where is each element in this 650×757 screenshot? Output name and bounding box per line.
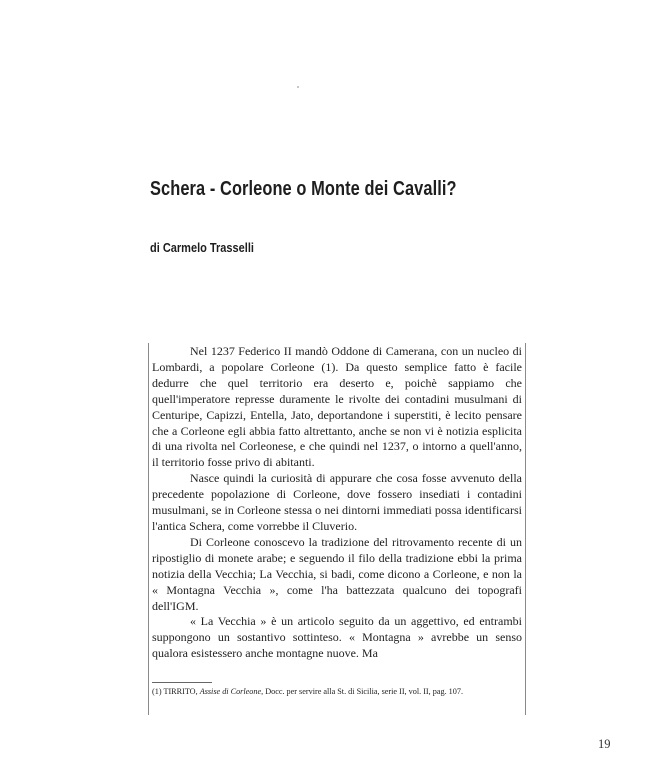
paragraph: « La Vecchia » è un articolo seguito da un aggettivo, ed entrambi suppongono un sostantivo sottinteso. « Montagna » avrebbe un senso qualora esistessero anche montagne nuove. Ma [152,614,522,661]
paragraph: Nel 1237 Federico II mandò Oddone di Camerana, con un nucleo di Lombardi, a popolare Corleone (1). Da questo semplice fatto è facile dedurre che quel territorio era deserto e, poichè sappiamo che quell'imperatore represse duramente le rivolte dei contadini musulmani di Centuripe, Capizzi, Entella, Jato, deportandone i superstiti, è lecito pensare che a Corleone egli abbia fatto altrettanto, anche se non vi è notizia esplicita di una rivolta nel Corleonese, e che quindi nel 1237, o intorno a quell'anno, il territorio fosse privo di abitanti. [152,344,522,470]
footnote-separator [152,682,212,683]
article-author: di Carmelo Trasselli [150,241,254,255]
right-margin-rule [525,343,526,715]
paragraph: Di Corleone conoscevo la tradizione del ritrovamento recente di un ripostiglio di monete arabe; e seguendo il filo della tradizione ebbi la prima notizia della Vecchia; La Vecchia, si badi, come dicono a Corleone, e non la « Montagna Vecchia », come l'ha battezzata qualcuno dei topografi dell'IGM. [152,534,522,613]
paper-speck [297,86,299,88]
footnote-details: , Docc. per servire alla St. di Sicilia, serie II, vol. II, pag. 107. [261,687,463,696]
page-number: 19 [598,737,611,751]
footnote [152,687,522,698]
footnote-prefix: (1) TIRRITO, [152,687,198,696]
paragraph: Nasce quindi la curiosità di appurare che cosa fosse avvenuto della precedente popolazione di Corleone, dove fossero insediati i contadini musulmani, se in Corleone stessa o nei dintorni immediati possa identificarsi l'antica Schera, come vorrebbe il Cluverio. [152,471,522,533]
article-body [152,344,522,662]
article-title: Schera - Corleone o Monte dei Cavalli? [150,178,457,200]
footnote-source-title: Assise di Corleone [199,687,262,696]
left-margin-rule [148,343,149,715]
